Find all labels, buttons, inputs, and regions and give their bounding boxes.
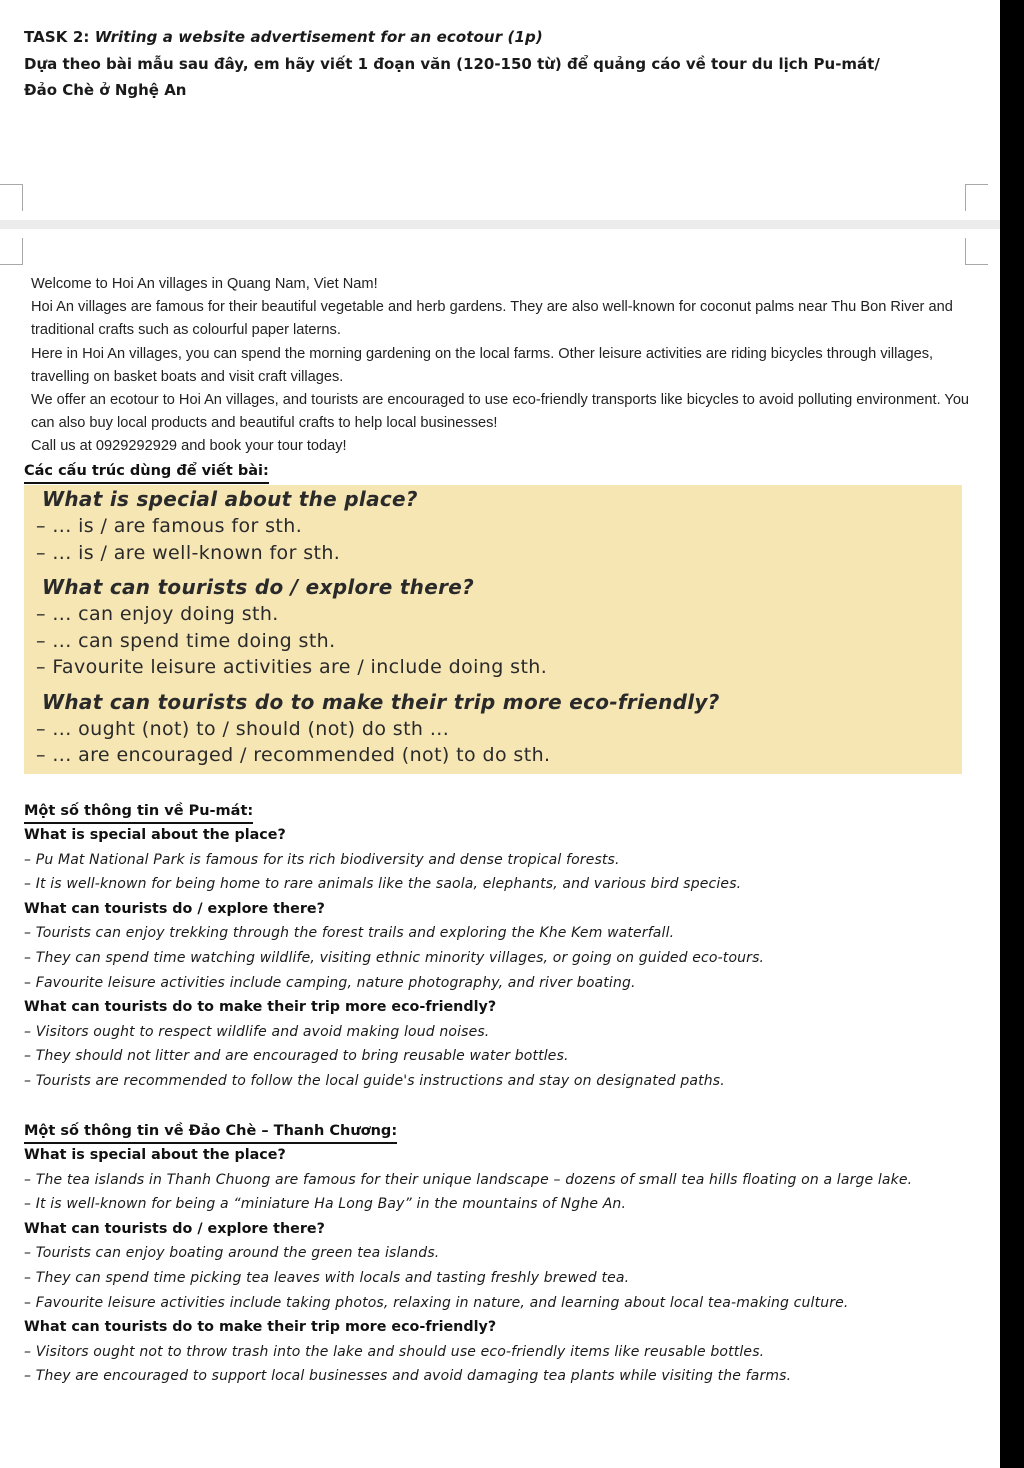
- task-instruction: Dựa theo bài mẫu sau đây, em hãy viết 1 đoạn văn (120-150 từ) để quảng cáo về tour du lịch Pu-mát/Đảo Chè ở Nghệ An: [24, 55, 880, 99]
- daoche-heading: Một số thông tin về Đảo Chè – Thanh Chương:: [24, 1121, 397, 1144]
- page-break: [0, 220, 1000, 229]
- info-item: – The tea islands in Thanh Chuong are famous for their unique landscape – dozens of small tea hills floating on a large lake.: [24, 1171, 913, 1188]
- structure-group: [24, 574, 962, 681]
- structure-item: – ... is / are famous for sth.: [36, 515, 303, 537]
- task-header: [24, 26, 984, 103]
- daoche-info: [24, 1143, 974, 1389]
- info-item: – Favourite leisure activities include taking photos, relaxing in nature, and learning about local tea-making culture.: [24, 1294, 849, 1311]
- info-item: – Tourists can enjoy trekking through the forest trails and exploring the Khe Kem waterfall.: [24, 925, 675, 942]
- info-item: – They should not litter and are encouraged to bring reusable water bottles.: [24, 1048, 569, 1065]
- info-item: – Pu Mat National Park is famous for its rich biodiversity and dense tropical forests.: [24, 851, 620, 868]
- structure-question: What can tourists do / explore there?: [42, 575, 475, 599]
- info-item: – Tourists can enjoy boating around the green tea islands.: [24, 1245, 440, 1262]
- structure-item: – ... ought (not) to / should (not) do sth ...: [36, 717, 450, 740]
- page-corner-mark: [965, 184, 988, 211]
- task-title: [24, 26, 984, 48]
- structure-item: – ... is / are well-known for sth.: [36, 541, 341, 564]
- structure-item: – ... can spend time doing sth.: [36, 629, 336, 652]
- structure-question: What can tourists do to make their trip more eco-friendly?: [42, 689, 720, 714]
- info-question: What can tourists do / explore there?: [24, 900, 325, 917]
- structure-item: – ... can enjoy doing sth.: [36, 603, 279, 625]
- sample-paragraph: Here in Hoi An villages, you can spend the morning gardening on the local farms. Other leisure activities are riding bicycles through villages, travelling on basket boats and visit craft villages.: [31, 345, 934, 385]
- info-question: What can tourists do to make their trip more eco-friendly?: [24, 999, 497, 1016]
- task-title-text: Writing a website advertisement for an ecotour (1p): [94, 28, 543, 46]
- sample-paragraph: We offer an ecotour to Hoi An villages, and tourists are encouraged to use eco-friendly transports like bicycles to avoid polluting environment. You can also buy local products and beautiful crafts to help local businesses!: [31, 392, 970, 432]
- info-question: What is special about the place?: [24, 827, 286, 843]
- page-corner-mark: [0, 238, 23, 265]
- screen-edge: [1000, 0, 1024, 1468]
- structure-item: – ... are encouraged / recommended (not) to do sth.: [36, 744, 551, 766]
- pumat-info: [24, 823, 974, 1094]
- structure-group: [24, 486, 962, 566]
- sample-advertisement: [31, 273, 971, 459]
- info-question: What can tourists do / explore there?: [24, 1220, 325, 1237]
- info-question: What is special about the place?: [24, 1147, 286, 1163]
- info-item: – They are encouraged to support local businesses and avoid damaging tea plants while visiting the farms.: [24, 1368, 792, 1385]
- info-item: – Visitors ought not to throw trash into the lake and should use eco-friendly items like reusable bottles.: [24, 1343, 765, 1360]
- info-item: – They can spend time picking tea leaves with locals and tasting freshly brewed tea.: [24, 1269, 630, 1286]
- page-corner-mark: [965, 238, 988, 265]
- info-question: What can tourists do to make their trip more eco-friendly?: [24, 1319, 497, 1336]
- info-item: – Visitors ought to respect wildlife and avoid making loud noises.: [24, 1023, 490, 1040]
- page-corner-mark: [0, 184, 23, 211]
- info-item: – Tourists are recommended to follow the local guide's instructions and stay on designated paths.: [24, 1072, 725, 1089]
- info-item: – They can spend time watching wildlife, visiting ethnic minority villages, or going on guided eco-tours.: [24, 949, 765, 966]
- sample-paragraph: Call us at 0929292929 and book your tour today!: [31, 438, 347, 455]
- structure-group: [24, 689, 962, 769]
- structures-box: [24, 485, 962, 774]
- info-item: – It is well-known for being a “miniature Ha Long Bay” in the mountains of Nghe An.: [24, 1196, 627, 1213]
- pumat-heading: Một số thông tin về Pu-mát:: [24, 801, 253, 824]
- sample-paragraph: Hoi An villages are famous for their beautiful vegetable and herb gardens. They are also well-known for coconut palms near Thu Bon River and traditional crafts such as colourful paper laterns.: [31, 299, 953, 339]
- task-label: TASK 2:: [24, 28, 90, 46]
- sample-paragraph: Welcome to Hoi An villages in Quang Nam, Viet Nam!: [31, 276, 378, 292]
- structures-heading: Các cấu trúc dùng để viết bài:: [24, 461, 269, 484]
- info-item: – Favourite leisure activities include camping, nature photography, and river boating.: [24, 974, 636, 991]
- structure-item: – Favourite leisure activities are / include doing sth.: [36, 656, 548, 678]
- info-item: – It is well-known for being home to rare animals like the saola, elephants, and various bird species.: [24, 876, 742, 893]
- structure-question: What is special about the place?: [42, 487, 418, 511]
